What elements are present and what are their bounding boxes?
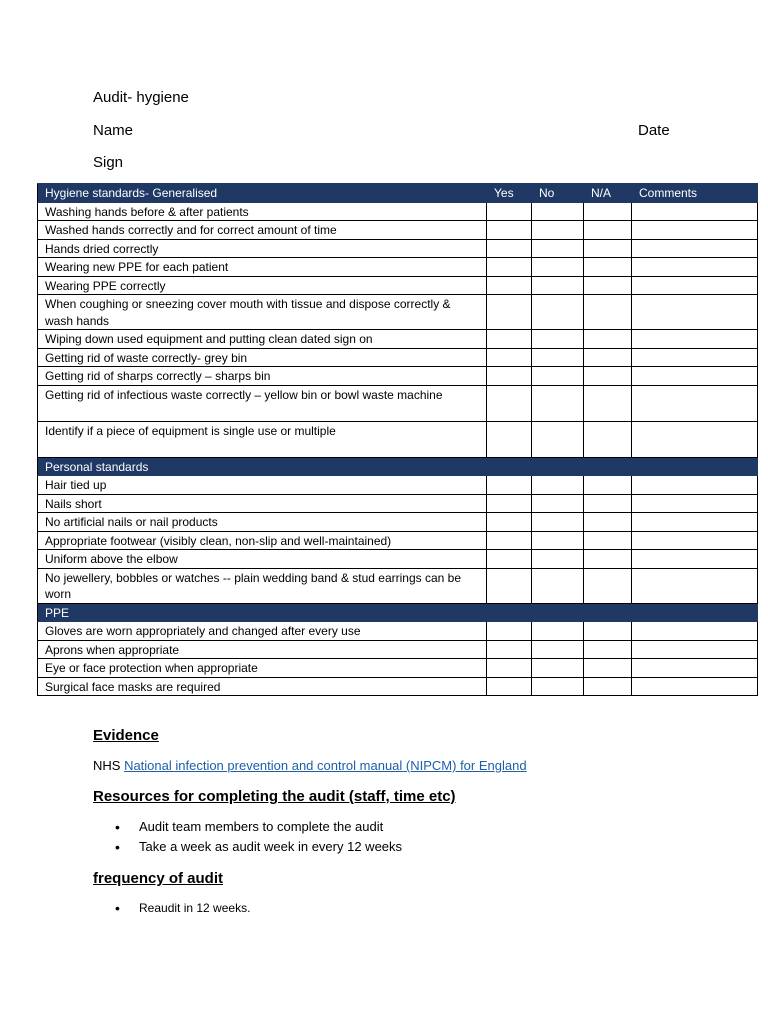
na-cell[interactable]	[584, 476, 632, 495]
na-cell[interactable]	[584, 659, 632, 678]
comments-cell[interactable]	[632, 494, 758, 513]
yes-cell[interactable]	[487, 239, 532, 258]
comments-cell[interactable]	[632, 367, 758, 386]
column-header-na: N/A	[584, 184, 632, 203]
row-label: Wearing PPE correctly	[38, 276, 487, 295]
yes-cell[interactable]	[487, 494, 532, 513]
table-row	[38, 348, 758, 367]
column-header-no: No	[532, 184, 584, 203]
no-cell[interactable]	[532, 385, 584, 421]
no-cell[interactable]	[532, 513, 584, 532]
evidence-prefix: NHS	[93, 758, 125, 773]
na-cell[interactable]	[584, 421, 632, 457]
section-title: Hygiene standards- Generalised	[38, 184, 487, 203]
comments-cell[interactable]	[632, 476, 758, 495]
sign-label: Sign	[93, 154, 124, 171]
no-cell[interactable]	[532, 348, 584, 367]
evidence-line	[93, 758, 527, 774]
comments-cell[interactable]	[632, 622, 758, 641]
evidence-heading: Evidence	[93, 727, 159, 744]
comments-cell[interactable]	[632, 550, 758, 569]
na-cell[interactable]	[584, 295, 632, 330]
table-row	[38, 367, 758, 386]
yes-cell[interactable]	[487, 421, 532, 457]
comments-cell[interactable]	[632, 513, 758, 532]
no-cell[interactable]	[532, 568, 584, 603]
table-row	[38, 640, 758, 659]
no-cell[interactable]	[532, 677, 584, 696]
row-label: Getting rid of sharps correctly – sharps bin	[38, 367, 487, 386]
table-row	[38, 568, 758, 603]
row-label: Surgical face masks are required	[38, 677, 487, 696]
row-label: No artificial nails or nail products	[38, 513, 487, 532]
na-cell[interactable]	[584, 276, 632, 295]
na-cell[interactable]	[584, 622, 632, 641]
resources-heading: Resources for completing the audit (staff, time etc)	[93, 788, 456, 805]
na-cell[interactable]	[584, 568, 632, 603]
na-cell[interactable]	[584, 385, 632, 421]
no-cell[interactable]	[532, 640, 584, 659]
yes-cell[interactable]	[487, 221, 532, 240]
table-row	[38, 258, 758, 277]
yes-cell[interactable]	[487, 258, 532, 277]
audit-table	[37, 183, 758, 696]
table-row	[38, 494, 758, 513]
section-title: Personal standards	[38, 457, 487, 476]
table-row	[38, 330, 758, 349]
row-label: Hair tied up	[38, 476, 487, 495]
no-cell[interactable]	[532, 258, 584, 277]
row-label: Hands dried correctly	[38, 239, 487, 258]
row-label: Getting rid of waste correctly- grey bin	[38, 348, 487, 367]
nipcm-link[interactable]: National infection prevention and control manual (NIPCM) for England	[124, 758, 527, 773]
table-row	[38, 202, 758, 221]
table-row	[38, 276, 758, 295]
row-label: Getting rid of infectious waste correctly – yellow bin or bowl waste machine	[38, 385, 487, 421]
comments-cell[interactable]	[632, 421, 758, 457]
table-row	[38, 531, 758, 550]
na-cell[interactable]	[584, 531, 632, 550]
table-row	[38, 476, 758, 495]
yes-cell[interactable]	[487, 348, 532, 367]
row-label: Appropriate footwear (visibly clean, non-slip and well-maintained)	[38, 531, 487, 550]
table-row	[38, 239, 758, 258]
row-label: Eye or face protection when appropriate	[38, 659, 487, 678]
comments-cell[interactable]	[632, 239, 758, 258]
yes-cell[interactable]	[487, 659, 532, 678]
yes-cell[interactable]	[487, 568, 532, 603]
no-cell[interactable]	[532, 276, 584, 295]
comments-cell[interactable]	[632, 330, 758, 349]
yes-cell[interactable]	[487, 367, 532, 386]
na-cell[interactable]	[584, 348, 632, 367]
section-title: PPE	[38, 603, 487, 622]
row-label: Gloves are worn appropriately and changed after every use	[38, 622, 487, 641]
yes-cell[interactable]	[487, 640, 532, 659]
row-label: Uniform above the elbow	[38, 550, 487, 569]
frequency-heading: frequency of audit	[93, 870, 224, 887]
table-row	[38, 659, 758, 678]
na-cell[interactable]	[584, 330, 632, 349]
row-label: Wearing new PPE for each patient	[38, 258, 487, 277]
no-cell[interactable]	[532, 239, 584, 258]
table-row	[38, 550, 758, 569]
yes-cell[interactable]	[487, 330, 532, 349]
table-row	[38, 677, 758, 696]
yes-cell[interactable]	[487, 550, 532, 569]
comments-cell[interactable]	[632, 348, 758, 367]
row-label: Nails short	[38, 494, 487, 513]
section-header-personal	[38, 457, 758, 476]
column-header-comments: Comments	[632, 184, 758, 203]
comments-cell[interactable]	[632, 258, 758, 277]
yes-cell[interactable]	[487, 476, 532, 495]
yes-cell[interactable]	[487, 531, 532, 550]
table-row	[38, 385, 758, 421]
row-label: Washing hands before & after patients	[38, 202, 487, 221]
yes-cell[interactable]	[487, 202, 532, 221]
yes-cell[interactable]	[487, 385, 532, 421]
no-cell[interactable]	[532, 295, 584, 330]
table-row	[38, 295, 758, 330]
page-title: Audit- hygiene	[93, 89, 189, 106]
na-cell[interactable]	[584, 221, 632, 240]
row-label: Washed hands correctly and for correct amount of time	[38, 221, 487, 240]
yes-cell[interactable]	[487, 295, 532, 330]
comments-cell[interactable]	[632, 677, 758, 696]
na-cell[interactable]	[584, 239, 632, 258]
no-cell[interactable]	[532, 202, 584, 221]
section-header-ppe	[38, 603, 758, 622]
table-row	[38, 513, 758, 532]
resources-list	[93, 817, 402, 857]
comments-cell[interactable]	[632, 640, 758, 659]
no-cell[interactable]	[532, 531, 584, 550]
yes-cell[interactable]	[487, 276, 532, 295]
na-cell[interactable]	[584, 550, 632, 569]
comments-cell[interactable]	[632, 295, 758, 330]
yes-cell[interactable]	[487, 622, 532, 641]
comments-cell[interactable]	[632, 659, 758, 678]
frequency-list	[93, 898, 250, 918]
na-cell[interactable]	[584, 367, 632, 386]
no-cell[interactable]	[532, 659, 584, 678]
no-cell[interactable]	[532, 494, 584, 513]
na-cell[interactable]	[584, 513, 632, 532]
yes-cell[interactable]	[487, 677, 532, 696]
na-cell[interactable]	[584, 258, 632, 277]
section-header-hygiene	[38, 184, 758, 203]
no-cell[interactable]	[532, 367, 584, 386]
name-label: Name	[93, 122, 134, 139]
comments-cell[interactable]	[632, 531, 758, 550]
column-header-yes: Yes	[487, 184, 532, 203]
comments-cell[interactable]	[632, 276, 758, 295]
no-cell[interactable]	[532, 476, 584, 495]
na-cell[interactable]	[584, 640, 632, 659]
row-label: Identify if a piece of equipment is single use or multiple	[38, 421, 487, 457]
row-label: When coughing or sneezing cover mouth with tissue and dispose correctly & wash hands	[38, 295, 487, 330]
row-label: Aprons when appropriate	[38, 640, 487, 659]
comments-cell[interactable]	[632, 568, 758, 603]
row-label: Wiping down used equipment and putting clean dated sign on	[38, 330, 487, 349]
na-cell[interactable]	[584, 677, 632, 696]
table-row	[38, 221, 758, 240]
no-cell[interactable]	[532, 622, 584, 641]
yes-cell[interactable]	[487, 513, 532, 532]
comments-cell[interactable]	[632, 202, 758, 221]
na-cell[interactable]	[584, 202, 632, 221]
list-item: • Take a week as audit week in every 12 weeks	[93, 837, 402, 857]
list-item: • Audit team members to complete the audit	[93, 817, 402, 837]
na-cell[interactable]	[584, 494, 632, 513]
comments-cell[interactable]	[632, 221, 758, 240]
table-row	[38, 421, 758, 457]
table-row	[38, 622, 758, 641]
date-label: Date	[638, 122, 670, 139]
no-cell[interactable]	[532, 421, 584, 457]
no-cell[interactable]	[532, 550, 584, 569]
row-label: No jewellery, bobbles or watches -- plain wedding band & stud earrings can be worn	[38, 568, 487, 603]
no-cell[interactable]	[532, 330, 584, 349]
list-item: • Reaudit in 12 weeks.	[93, 898, 250, 918]
comments-cell[interactable]	[632, 385, 758, 421]
no-cell[interactable]	[532, 221, 584, 240]
